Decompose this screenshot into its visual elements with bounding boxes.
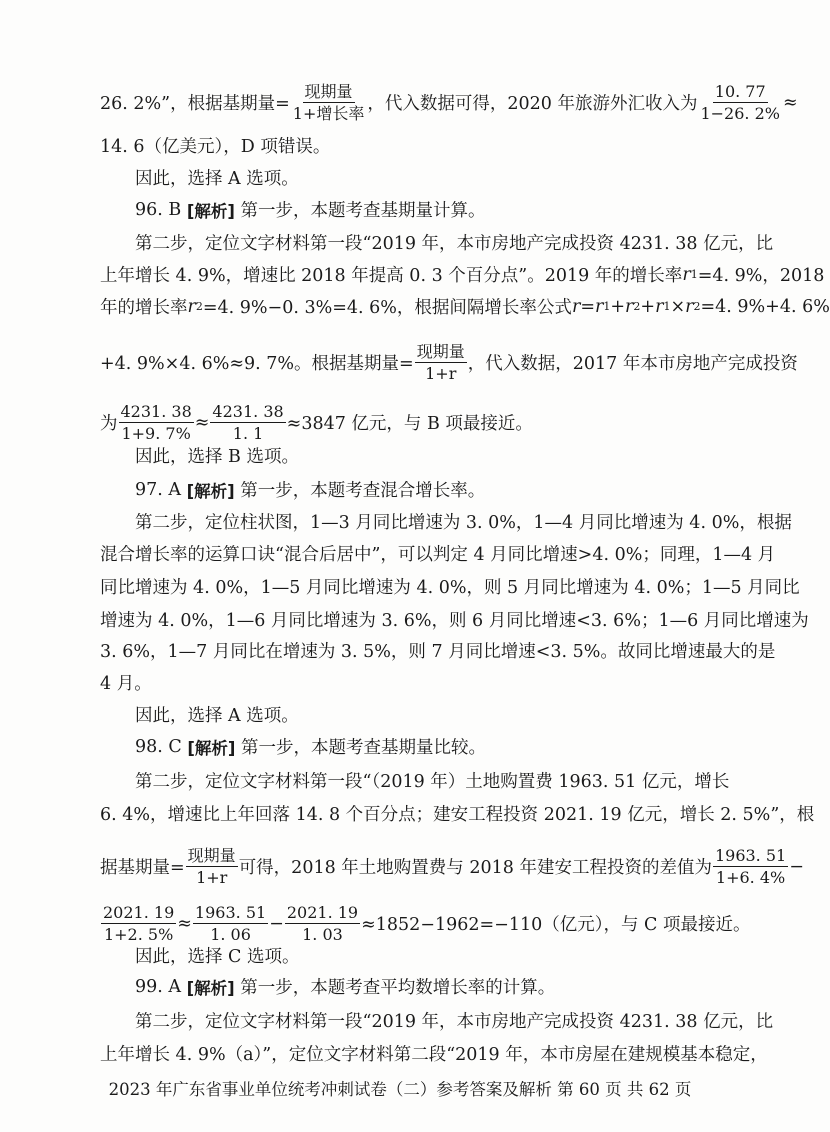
q98-line-4: $\frac{2021. 19}{1+2. 5\%}$ ≈ $\frac{1963. 51}{1. 06}$ − $\frac{2021. 19}{1. 03}$ ≈1852−1962=−110（亿元），与 C 项最接近。 [103,903,751,945]
q97-line-6: 4 月。 [100,674,152,694]
fraction: $\frac{10. 77}{1-26. 2\%}$ [700,82,780,124]
conclusion: 因此，选择 A 选项。 [135,169,299,189]
q97-line-3: 同比增速为 4. 0%，1—5 月同比增速为 4. 0%，则 5 月同比增速为 4. 0%；1—5 月同比 [100,578,800,598]
fraction: $\frac{\text{现期量}}{1+r}$ [416,342,465,384]
q96-line-3: 年的增长率 r 2 =4. 9%−0. 3%=4. 6%，根据间隔增长率公式 r = r 1 + r 2 + r 1 × r 2 =4. 9%+4. 6% [100,296,830,318]
fraction: $\frac{1963. 51}{1. 06}$ [194,903,267,945]
fraction: $\frac{2021. 19}{1+2. 5\%}$ [103,903,175,945]
q96-line-1: 第二步，定位文字材料第一段“2019 年，本市房地产完成投资 4231. 38 亿元，比 [135,234,774,254]
q99-heading: 99. A [解析] 第一步，本题考查平均数增长率的计算。 [135,976,556,998]
q97-line-5: 3. 6%，1—7 月同比在增速为 3. 5%，则 7 月同比增速<3. 5%。故同比增速最大的是 [100,642,776,662]
p1-line-2: 14. 6（亿美元），D 项错误。 [100,137,331,157]
q98-line-3: 据基期量= $\frac{\text{现期量}}{1+r}$ 可得，2018 年土地购置费与 2018 年建安工程投资的差值为 $\frac{1963. 51}{1+6. 4\%}$ − [100,846,804,888]
q97-heading: 97. A [解析] 第一步，本题考查混合增长率。 [135,479,486,501]
fraction: $\frac{1963. 51}{1+6. 4\%}$ [714,846,787,888]
q98-line-2: 6. 4%，增速比上年回落 14. 8 个百分点；建安工程投资 2021. 19 亿元，增长 2. 5%”，根 [100,805,815,825]
q98-heading: 98. C [解析] 第一步，本题考查基期量比较。 [135,736,487,758]
p1-line-1: 26. 2%”，根据基期量= $\frac{\text{现期量}}{\text{1+增长率}}$ ，代入数据可得，2020 年旅游外汇收入为 $\frac{10. 77}{1-26. 2\%}$ ≈ [100,82,798,124]
q97-line-2: 混合增长率的运算口诀“混合后居中”，可以判定 4 月同比增速>4. 0%；同理，1—4 月 [100,545,776,565]
conclusion: 因此，选择 B 选项。 [135,447,299,467]
q99-line-2: 上年增长 4. 9%（a）”，定位文字材料第二段“2019 年，本市房屋在建规模基本稳定， [100,1045,768,1065]
fraction: $\frac{4231. 38}{1+9. 7\%}$ [120,402,192,444]
q97-line-4: 增速为 4. 0%，1—6 月同比增速为 3. 6%，则 6 月同比增速<3. 6%；1—6 月同比增速为 [100,611,809,631]
q96-heading: 96. B [解析] 第一步，本题考查基期量计算。 [135,199,486,221]
q96-line-5: 为 $\frac{4231. 38}{1+9. 7\%}$ ≈ $\frac{4231. 38}{1. 1}$ ≈3847 亿元，与 B 项最接近。 [100,402,533,444]
fraction: $\frac{4231. 38}{1. 1}$ [212,402,284,444]
q96-line-4: +4. 9%×4. 6%≈9. 7%。根据基期量= $\frac{\text{现期量}}{1+r}$ ，代入数据，2017 年本市房地产完成投资 [100,342,798,384]
q98-line-1: 第二步，定位文字材料第一段“（2019 年）土地购置费 1963. 51 亿元，增长 [135,772,730,792]
fraction: $\frac{\text{现期量}}{\text{1+增长率}}$ [292,82,365,124]
conclusion: 因此，选择 A 选项。 [135,706,299,726]
q99-line-1: 第二步，定位文字材料第一段“2019 年，本市房地产完成投资 4231. 38 亿元，比 [135,1012,774,1032]
fraction: $\frac{\text{现期量}}{1+r}$ [187,846,236,888]
conclusion: 因此，选择 C 选项。 [135,947,300,967]
page-footer: 2023 年广东省事业单位统考冲刺试卷（二）参考答案及解析 第 60 页 共 62 页 [108,1080,692,1099]
q97-line-1: 第二步，定位柱状图，1—3 月同比增速为 3. 0%，1—4 月同比增速为 4. 0%，根据 [135,513,792,533]
fraction: $\frac{2021. 19}{1. 03}$ [286,903,359,945]
q96-line-2: 上年增长 4. 9%，增速比 2018 年提高 0. 3 个百分点”。2019 年的增长率 r 1 =4. 9%，2018 [100,264,825,286]
